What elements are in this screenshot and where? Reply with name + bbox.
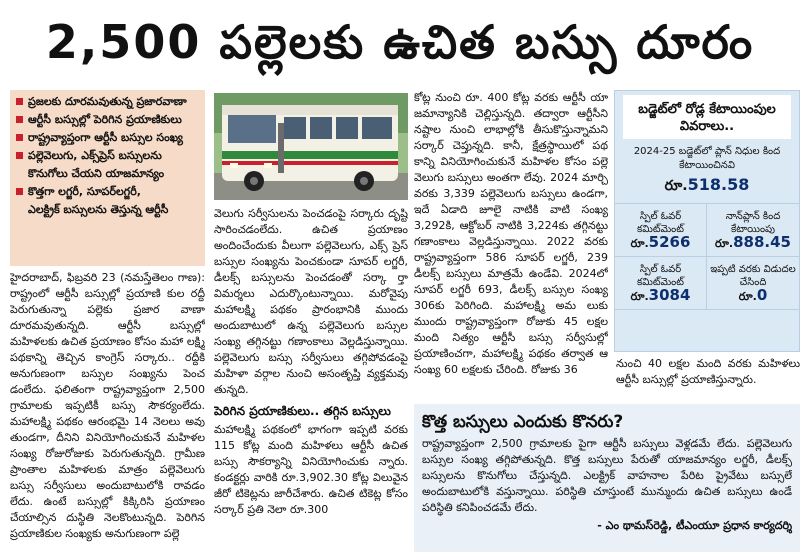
budget-main-amount: రూ.518.58 <box>664 175 750 194</box>
quote-signature: - ఎం థామస్‌రెడ్డి, టీఎంయూ ప్రధాన కార్యదర్శి <box>597 519 792 532</box>
article-paragraph: మహాలక్ష్మి పథకంలో భాగంగా ఇప్పటి వరకు 115 కోట్ల మంది మహిళలు ఆర్టీసీ ఉచిత బస్సు సౌకర్యాన్ని వినియోగించుకు న్నారు. కండక్టర్లు వారికి రూ.3,902.30 కోట్ల విలువైన జీరో టికెట్లను జారీచేశారు. ఉచిత టికెట్ల కోసం సర్కార్ ప్రతి నెలా రూ.300 <box>214 423 408 516</box>
highlight-item: కొత్తగా లగ్జరీ, సూపర్‌లగ్జరీ, <box>16 184 199 200</box>
article-column-4 <box>616 356 800 400</box>
budget-title: బడ్జెట్‌లో రోడ్ల కేటాయింపుల వివరాలు.. <box>623 95 791 139</box>
article-paragraph: హైదరాబాద్, ఫిబ్రవరి 23 (నమస్తేతెలం గాణ): రాష్ట్రంలో ఆర్టీసీ బస్సుల్లో ప్రయాణి కుల రద్దీ పెరుగుతున్నా పల్లెకు ప్రజార వాణా దూరమవుతున్నది. ఆర్టీసీ బస్సుల్లో మహిళలకు ఉచిత ప్రయాణం కోసం మహా లక్ష్మి పథకాన్ని తెచ్చిన కాంగ్రెస్ సర్కారు.. రద్దీకి అనుగుణంగా బస్సుల సంఖ్యను పెంచ డంలేదు. ఫలితంగా రాష్ట్రవ్యాప్తంగా 2,500 గ్రామాలకు ఇప్పటికీ బస్సు సౌకర్యంలేదు. మహాలక్ష్మి పథకం ఆరంభమై 14 నెలలు అవు తుండగా, దీనిని వినియోగించుకునే మహిళల సంఖ్య రోజురోజుకు పెరుగుతున్నది. గ్రామీణ ప్రాంతాల మహిళలకు మాత్రం పల్లెవెలుగు బస్సు సర్వీసులు అందుబాటులోకి రావడం లేదు. ఉంటే బస్సుల్లో కిక్కిరిసి ప్రయాణం చేయాల్సిన దుస్థితి నెలకొంటున్నది. పెరిగిన ప్రయాణికుల సంఖ్యకు అనుగుణంగా పల్లె <box>10 271 205 540</box>
highlight-item: ఎలక్ట్రిక్ బస్సులను తెస్తున్న ఆర్టీసీ <box>28 203 169 216</box>
highlight-item: రాష్ట్రవ్యాప్తంగా ఆర్టీసీ బస్సుల సంఖ్య <box>16 130 199 146</box>
article-column-1 <box>10 270 205 552</box>
highlights-box <box>10 90 205 266</box>
highlight-item: కొనుగోలు చేయని యాజమాన్యం <box>28 167 165 180</box>
article-paragraph: నుంచి 40 లక్షల మంది వరకు మహిళలు ఆర్టీసీ బస్సుల్లో ప్రయాణిస్తున్నారు. <box>616 357 800 386</box>
budget-subtitle: 2024-25 బడ్జెట్‌లో ప్లాన్ నిధుల కింద కేటాయించినవి <box>633 146 781 171</box>
headline: 2,500 పల్లెలకు ఉచిత బస్సు దూరం <box>45 15 755 69</box>
article-paragraph: కోట్ల నుంచి రూ. 400 కోట్ల వరకు ఆర్టీసీ యా జమాన్యానికి చెల్లిస్తున్నది. తద్వారా ఆర్టీసీని నష్టాల నుంచి లాభాల్లోకి తీసుకొస్తున్నామని సర్కార్ చెప్తున్నది. కానీ, క్షేత్రస్థాయిలో పథ కాన్ని వినియోగించుకునే మహిళల కోసం పల్లె వెలుగు బస్సులు అంతగా లేవు. 2024 మార్చి వరకు 3,339 పల్లెవెలుగు బస్సులు ఉండగా, ఇదే ఏడాది జూలై నాటికి వాటి సంఖ్య 3,292కి, ఆక్టోబర్ నాటికి 3,224కు తగ్గినట్టు గణాంకాలు వెల్లడిస్తున్నాయి. 2022 వరకు రాష్ట్రవ్యాప్తంగా 586 సూపర్ లగ్జరీ, 239 డీలక్స్ బస్సులు మాత్రమే ఉండేవి. 2024లో సూపర్ లగ్జరీ 693, డీలక్స్ బస్సుల సంఖ్య 306కు పెరిగింది. మహాలక్ష్మి అమ లుకు ముందు రాష్ట్రవ్యాప్తంగా రోజుకు 45 లక్షల మంది నిత్యం ఆర్టీసీ బస్సు సర్వీసుల్లో ప్రయాణించగా, మహాలక్ష్మి పథకం తర్వాత ఆ సంఖ్య 60 లక్షలకు చేరింది. రోజుకు 36 <box>414 91 608 376</box>
bullet-icon <box>16 152 23 159</box>
budget-grid <box>615 203 799 310</box>
bus-photo <box>214 93 408 200</box>
budget-cell: నాన్‌ప్లాన్ కింద కేటాయింపు రూ.888.45 <box>707 204 799 257</box>
highlight-item: ప్రజలకు దూరమవుతున్న ప్రజారవాణా <box>16 94 199 110</box>
quote-title: కొత్త బస్సులు ఎందుకు కొనరు? <box>422 412 624 432</box>
highlight-item: ఆర్టీసీ బస్సుల్లో పెరిగిన ప్రయాణికులు <box>16 112 199 128</box>
bullet-icon <box>16 116 23 123</box>
article-column-2 <box>214 206 408 552</box>
budget-cell: ఇప్పటి వరకు విడుదల చేసింది రూ.0 <box>707 257 799 310</box>
article-paragraph: వెలుగు సర్వీసులను పెంచడంపై సర్కారు దృష్టి సారించడంలేదు. ఉచిత ప్రయాణం అందించేందుకు వీలుగా పల్లెవెలుగు, ఎక్స్ ప్రెస్ బస్సుల సంఖ్యను పెంచకుండా సూపర్ లగ్జరీ, డీలక్స్ బస్సులను పెంచడంతో సర్కా ర్తా విమర్శలు ఎదుర్కొంటున్నాయి. మరోవైపు మహాలక్ష్మి పథకం ప్రారంభానికి ముందు అందుబాటులో ఉన్న పల్లెవెలుగు బస్సుల సంఖ్య తగ్గినట్టు గణాంకాలు వెల్లడిస్తున్నాయి. పల్లెవెలుగు బస్సు సర్వీసులు తగ్గిపోవడంపై మహిళా వర్గాల నుంచి అసంతృప్తి వ్యక్తమవు తున్నది. <box>214 207 408 396</box>
bullet-icon <box>16 188 23 195</box>
article-subheading: పెరిగిన ప్రయాణికులు.. తగ్గిన బస్సులు <box>214 404 391 418</box>
quote-box <box>414 404 800 552</box>
budget-cell: స్పిల్ ఓవర్ కమిట్‌మెంట్ రూ.3084 <box>615 257 707 310</box>
article-column-3 <box>414 90 608 400</box>
budget-cell: స్పిల్ ఓవర్ కమిట్‌మెంట్ రూ.5266 <box>615 204 707 257</box>
bullet-icon <box>16 134 23 141</box>
bus-illustration <box>214 93 408 200</box>
budget-infobox <box>614 90 800 352</box>
quote-body: రాష్ట్రవ్యాప్తంగా 2,500 గ్రామాలకు పైగా ఆర్టీసీ బస్సులు వెళ్లడమే లేదు. పల్లెవెలుగు బస్సుల సంఖ్య తగ్గిపోతున్నది. కొత్త బస్సులు పేరుతో యాజమాన్యం లగ్జరీ, డీలక్స్ బస్సులను కొనుగోలు చేస్తున్నది. ఎలక్ట్రిక్ వాహనాల పేరిట ప్రైవేటు బస్సులే అందుబాటులోకి వస్తున్నాయి. పరిస్థితి చూస్తుంటే మున్ముందు ఉచిత బస్సులు ఉండే పరిస్థితి కనిపించడమే లేదు. <box>422 437 792 514</box>
bullet-icon <box>16 98 23 105</box>
highlight-item: పల్లెవెలుగు, ఎక్స్‌ప్రెస్ బస్సులను <box>16 148 199 164</box>
